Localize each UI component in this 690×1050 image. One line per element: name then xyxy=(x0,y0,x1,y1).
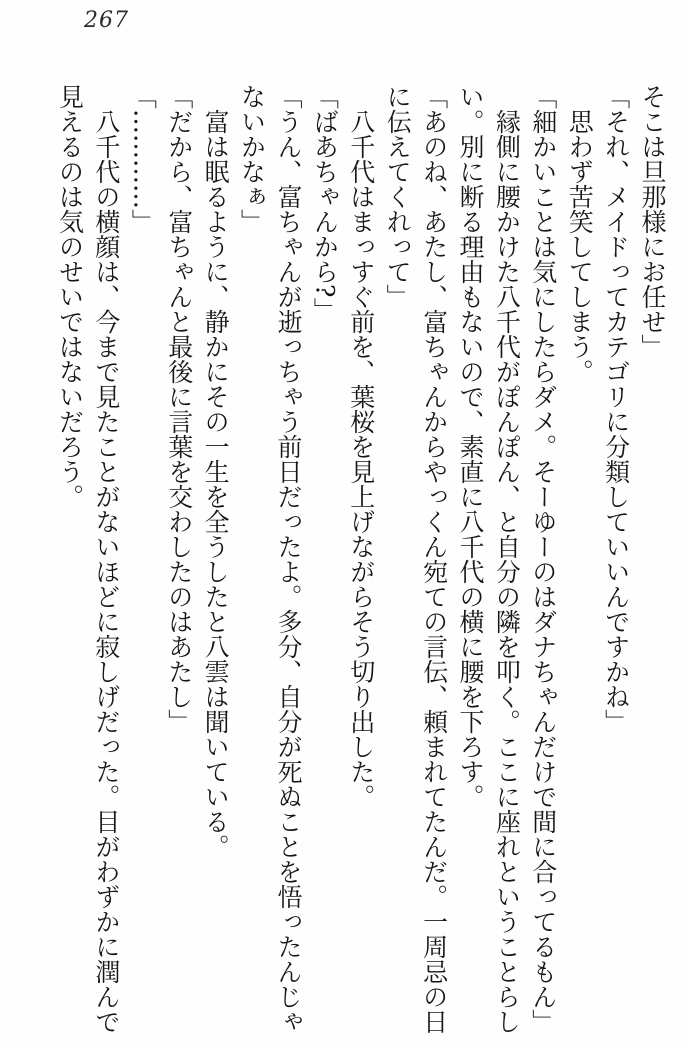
text-line: 富は眠るように、静かにその一生を全うしたと八雲は聞いている。 xyxy=(201,109,231,859)
text-line: 「うん、富ちゃんが逝っちゃう前日だったよ。多分、自分が死ぬことを悟ったんじゃ xyxy=(273,84,303,1034)
text-line: 「細かいことは気にしたらダメ。そーゆーのはダナちゃんだけで間に合ってるもん」 xyxy=(528,84,558,1034)
text-line: 「それ、メイドってカテゴリに分類していいんですかね」 xyxy=(601,84,631,734)
page-number: 267 xyxy=(84,8,129,33)
text-line: 「あのね、あたし、富ちゃんからやっくん宛ての言伝、頼まれてたんだ。一周忌の日 xyxy=(419,84,449,1034)
vertical-text-block xyxy=(51,84,670,1040)
text-line: 縁側に腰かけた八千代がぽんぽん、と自分の隣を叩く。ここに座れということらし xyxy=(492,109,522,1034)
text-line: 思わず苦笑してしまう。 xyxy=(565,109,595,384)
text-line: 「…………」 xyxy=(128,84,158,234)
text-line: ないかなぁ」 xyxy=(237,84,267,234)
text-line: 「ばあちゃんから?」 xyxy=(310,84,340,323)
text-line: 八千代はまっすぐ前を、葉桜を見上げながらそう切り出した。 xyxy=(346,109,376,809)
text-line: い。別に断る理由もないので、素直に八千代の横に腰を下ろす。 xyxy=(455,84,485,809)
text-line: 八千代の横顔は、今まで見たことがないほどに寂しげだった。目がわずかに潤んで xyxy=(91,109,121,1034)
text-line: に伝えてくれって」 xyxy=(383,84,413,309)
text-line: 見えるのは気のせいではないだろう。 xyxy=(55,84,85,509)
text-line: そこは旦那様にお任せ」 xyxy=(638,84,667,359)
text-line: 「だから、富ちゃんと最後に言葉を交わしたのはあたし」 xyxy=(164,84,194,734)
